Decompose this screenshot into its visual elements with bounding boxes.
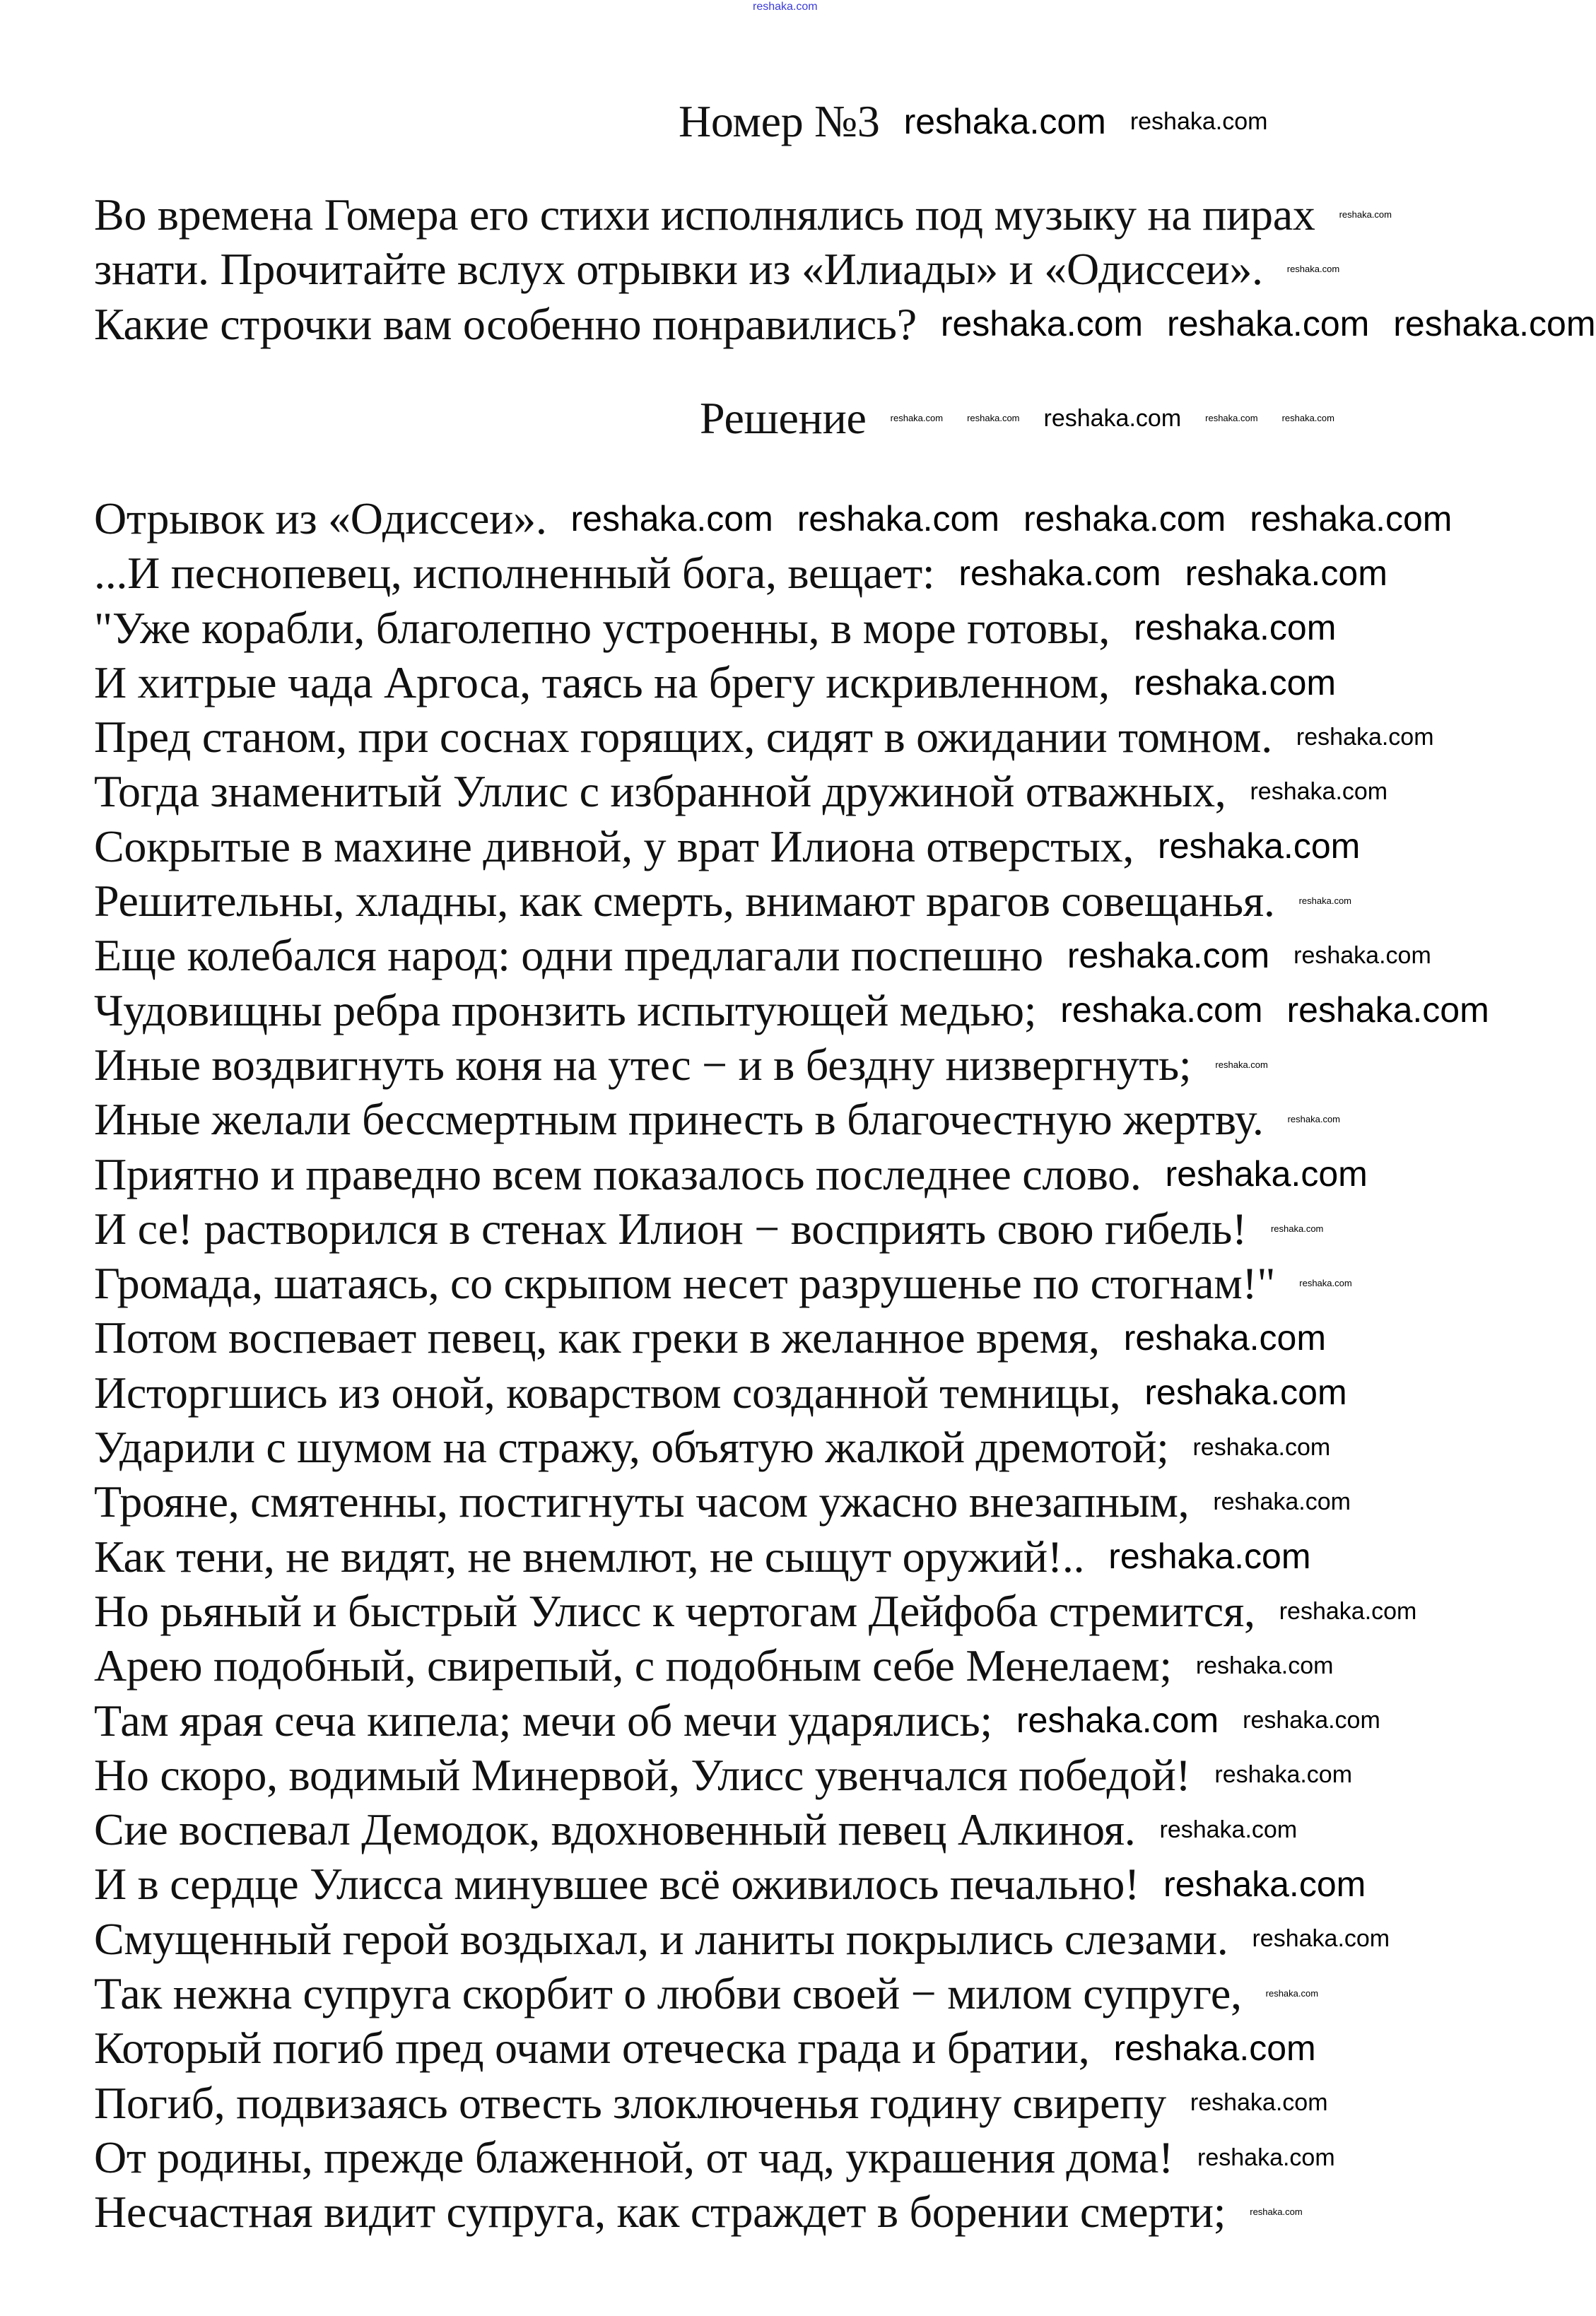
poem-line: Иные желали бессмертным принесть в благочестную жертву. (94, 1094, 1264, 1145)
watermark: reshaka.com (1250, 778, 1388, 806)
poem-line-row (94, 819, 1489, 874)
poem-line-row (94, 1201, 1489, 1256)
watermark: reshaka.com (1281, 413, 1334, 424)
watermark: reshaka.com (1279, 1597, 1417, 1625)
poem-line: Отрывок из «Одиссеи». (94, 493, 547, 543)
poem-line: ...И песнопевец, исполненный бога, вещает: (94, 548, 935, 599)
poem-line: Который погиб пред очами отеческа града и братии, (94, 2023, 1090, 2074)
poem-line-row (94, 2021, 1489, 2075)
watermark: reshaka.com (1067, 936, 1270, 976)
poem-line: Там ярая сеча кипела; мечи об мечи ударялись; (94, 1695, 992, 1746)
watermark: reshaka.com (1190, 2089, 1328, 2117)
watermark: reshaka.com (1213, 1488, 1351, 1515)
watermark: reshaka.com (1215, 1059, 1268, 1071)
poem-line: Сие воспевал Демодок, вдохновенный певец Алкиноя. (94, 1804, 1136, 1855)
poem-line: Чудовищны ребра пронзить испытующей медью; (94, 984, 1037, 1035)
watermark: reshaka.com (1250, 498, 1453, 539)
poem-line-row (94, 1529, 1489, 1584)
poem-line: Тогда знаменитый Уллис с избранной дружиной отважных, (94, 766, 1226, 817)
watermark: reshaka.com (1252, 1925, 1390, 1953)
watermark: reshaka.com (940, 304, 1144, 344)
watermark: reshaka.com (1339, 209, 1392, 221)
watermark: reshaka.com (1286, 990, 1489, 1030)
poem-line-row (94, 1038, 1489, 1092)
watermark: reshaka.com (1133, 662, 1337, 703)
poem-line: Погиб, подвизаясь отвесть злоключенья годину свирепу (94, 2077, 1166, 2128)
watermark: reshaka.com (1113, 2028, 1316, 2068)
watermark: reshaka.com (1265, 1988, 1319, 1999)
poem-line: Как тени, не видят, не внемлют, не сыщут оружий!.. (94, 1531, 1085, 1582)
poem-line-row (94, 1474, 1489, 1529)
poem-line: "Уже корабли, благолепно устроенны, в море готовы, (94, 602, 1110, 653)
question-line-row (94, 242, 1596, 296)
question-line-row (94, 297, 1596, 351)
solution-row (700, 391, 1334, 445)
poem-line: Пред станом, при соснах горящих, сидят в ожидании томном. (94, 712, 1272, 763)
watermark: reshaka.com (1197, 2144, 1335, 2171)
poem-line-row (94, 983, 1489, 1038)
watermark: reshaka.com (1192, 1433, 1331, 1461)
task-question (94, 187, 1596, 351)
watermark: reshaka.com (1167, 304, 1370, 344)
poem-line-row (94, 1857, 1489, 1911)
poem-line-row (94, 1310, 1489, 1365)
watermark: reshaka.com (1195, 1652, 1334, 1679)
poem-line: Исторгшись из оной, коварством созданной темницы, (94, 1367, 1121, 1418)
poem-line-row (94, 874, 1489, 928)
poem-line: От родины, прежде блаженной, от чад, украшения дома! (94, 2132, 1174, 2182)
poem-line-row (94, 1638, 1489, 1693)
poem-line-row (94, 1802, 1489, 1857)
watermark: reshaka.com (1393, 304, 1596, 344)
poem-line: Ударили с шумом на стражу, объятую жалкой дремотой; (94, 1422, 1169, 1473)
poem-line-row (94, 491, 1489, 546)
poem-line-row (94, 1092, 1489, 1146)
poem-line: Трояне, смятенны, постигнуты часом ужасно внезапным, (94, 1476, 1190, 1527)
poem-line: Но рьяный и быстрый Улисс к чертогам Дейфоба стремится, (94, 1585, 1255, 1636)
poem-line-row (94, 2130, 1489, 2185)
poem-line-row (94, 928, 1489, 982)
watermark: reshaka.com (1287, 1114, 1340, 1125)
poem-line: Решительны, хладны, как смерть, внимают врагов совещанья. (94, 876, 1275, 927)
poem-line: И в сердце Улисса минувшее всё оживилось печально! (94, 1859, 1140, 1910)
watermark: reshaka.com (1129, 107, 1268, 135)
solution-heading: Решение (700, 393, 867, 443)
poem-line: Так нежна супруга скорбит о любви своей − милом супруге, (94, 1968, 1242, 2019)
poem-line: Громада, шатаясь, со скрыпом несет разрушенье по стогнам!" (94, 1258, 1276, 1309)
poem-line: И се! растворился в стенах Илион − восприять свою гибель! (94, 1203, 1247, 1254)
watermark: reshaka.com (1163, 1864, 1366, 1905)
poem-line-row (94, 1693, 1489, 1748)
watermark: reshaka.com (1016, 1700, 1219, 1741)
poem-line: Сокрытые в махине дивной, у врат Илиона отверстых, (94, 821, 1134, 871)
watermark: reshaka.com (967, 413, 1020, 424)
watermark: reshaka.com (1250, 2206, 1303, 2218)
watermark: reshaka.com (1243, 1707, 1380, 1734)
poem-line-row (94, 764, 1489, 818)
watermark: reshaka.com (1293, 942, 1431, 970)
watermark: reshaka.com (753, 1, 818, 13)
poem-line-row (94, 655, 1489, 710)
poem-line: Арею подобный, свирепый, с подобным себе Менелаем; (94, 1640, 1172, 1691)
poem-line-row (94, 1365, 1489, 1420)
poem-line-row (94, 1748, 1489, 1802)
poem-line: Приятно и праведно всем показалось последнее слово. (94, 1148, 1142, 1199)
watermark: reshaka.com (1298, 895, 1352, 907)
watermark: reshaka.com (903, 101, 1106, 141)
page-title: Номер №3 (679, 96, 880, 146)
poem-line: Но скоро, водимый Минервой, Улисс увенчался победой! (94, 1749, 1191, 1800)
watermark: reshaka.com (1043, 404, 1182, 432)
question-line: знати. Прочитайте вслух отрывки из «Илиады» и «Одиссеи». (94, 244, 1263, 295)
watermark: reshaka.com (958, 553, 1161, 593)
poem-line-row (94, 601, 1489, 655)
watermark: reshaka.com (1123, 1318, 1326, 1358)
title-row (679, 94, 1267, 148)
poem-line: Потом воспевает певец, как греки в желанное время, (94, 1312, 1100, 1363)
poem-line: Смущенный герой воздыхал, и ланиты покрылись слезами. (94, 1913, 1228, 1964)
watermark: reshaka.com (1134, 608, 1337, 648)
poem-line: И хитрые чада Аргоса, таясь на брегу искривленном, (94, 657, 1110, 707)
watermark: reshaka.com (1296, 723, 1434, 751)
watermark: reshaka.com (1165, 1154, 1368, 1194)
poem-line: Еще колебался народ: одни предлагали поспешно (94, 930, 1043, 981)
poem-line-row (94, 1966, 1489, 2021)
watermark: reshaka.com (570, 498, 773, 539)
question-line: Во времена Гомера его стихи исполнялись под музыку на пирах (94, 189, 1315, 240)
watermark: reshaka.com (1023, 498, 1226, 539)
poem-line-row (94, 2076, 1489, 2130)
poem-line-row (94, 1420, 1489, 1474)
poem-line-row (94, 710, 1489, 764)
watermark: reshaka.com (1214, 1761, 1353, 1789)
solution-text (94, 491, 1489, 2240)
poem-line-row (94, 2185, 1489, 2239)
question-line-row (94, 187, 1596, 242)
watermark: reshaka.com (797, 498, 999, 539)
watermark: reshaka.com (1286, 264, 1340, 275)
poem-line-row (94, 546, 1489, 600)
watermark: reshaka.com (1299, 1278, 1352, 1289)
poem-line: Иные воздвигнуть коня на утес − и в бездну низвергнуть; (94, 1039, 1192, 1090)
poem-line-row (94, 1912, 1489, 1966)
watermark: reshaka.com (890, 413, 944, 424)
watermark: reshaka.com (1158, 826, 1361, 866)
watermark: reshaka.com (1185, 553, 1387, 593)
watermark: reshaka.com (1108, 1536, 1311, 1577)
poem-line-row (94, 1256, 1489, 1310)
poem-line-row (94, 1147, 1489, 1201)
poem-line-row (94, 1584, 1489, 1638)
question-line: Какие строчки вам особенно понравились? (94, 298, 917, 349)
watermark: reshaka.com (1270, 1223, 1324, 1234)
poem-line: Несчастная видит супруга, как страждет в борении смерти; (94, 2187, 1226, 2238)
watermark: reshaka.com (1144, 1372, 1347, 1413)
watermark: reshaka.com (1205, 413, 1258, 424)
watermark: reshaka.com (1060, 990, 1263, 1030)
watermark: reshaka.com (1159, 1816, 1298, 1843)
